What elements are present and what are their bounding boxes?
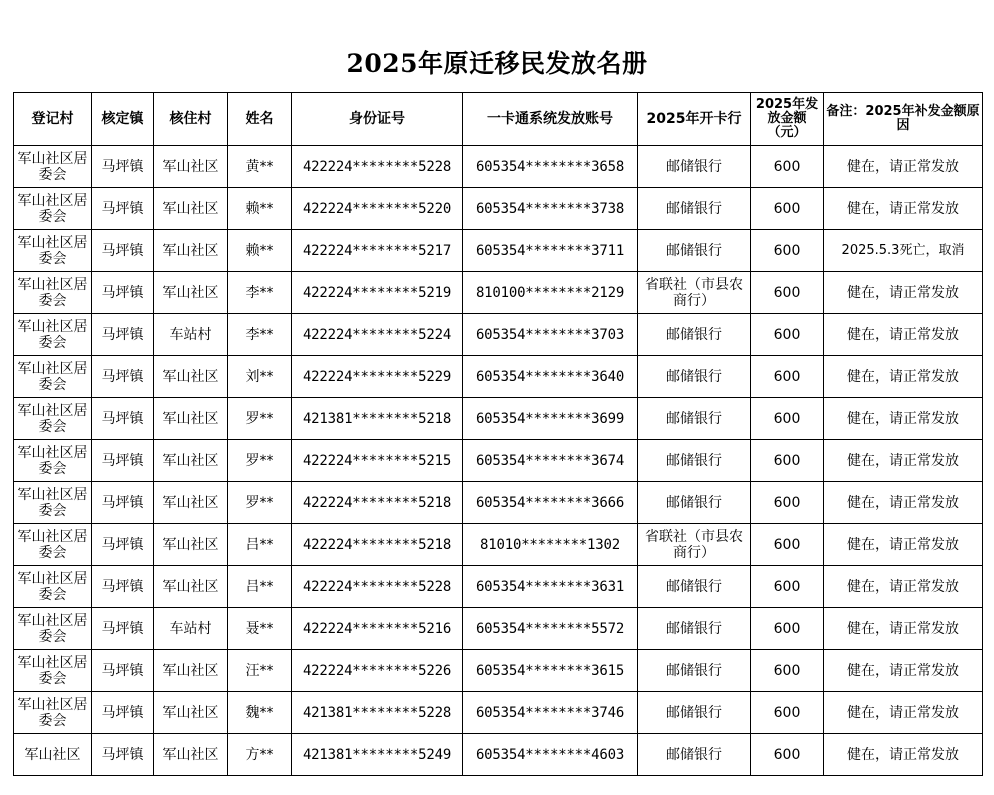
- header-row: [14, 93, 983, 146]
- header-cell: 2025年发放金额（元）: [751, 93, 824, 146]
- table-row: [14, 734, 983, 776]
- residence-cell: 军山社区: [154, 272, 228, 314]
- id-number-cell: 422224********5228: [292, 146, 463, 188]
- bank-cell: 邮储银行: [638, 734, 751, 776]
- village-cell: 军山社区居委会: [14, 272, 92, 314]
- residence-cell: 军山社区: [154, 356, 228, 398]
- amount-cell: 600: [751, 734, 824, 776]
- residence-cell: 车站村: [154, 608, 228, 650]
- name-cell: 赖**: [228, 230, 292, 272]
- document-title: 2025年原迁移民发放名册: [346, 49, 648, 78]
- account-cell: 605354********3738: [463, 188, 638, 230]
- residence-cell: 车站村: [154, 314, 228, 356]
- residence-cell: 军山社区: [154, 650, 228, 692]
- village-cell: 军山社区: [14, 734, 92, 776]
- table-row: [14, 608, 983, 650]
- account-cell: 810100********2129: [463, 272, 638, 314]
- name-cell: 刘**: [228, 356, 292, 398]
- note-cell: 健在，请正常发放: [824, 608, 983, 650]
- account-cell: 605354********3631: [463, 566, 638, 608]
- amount-cell: 600: [751, 566, 824, 608]
- amount-cell: 600: [751, 692, 824, 734]
- town-cell: 马坪镇: [92, 314, 154, 356]
- bank-cell: 邮储银行: [638, 608, 751, 650]
- amount-cell: 600: [751, 188, 824, 230]
- account-cell: 605354********3658: [463, 146, 638, 188]
- town-cell: 马坪镇: [92, 608, 154, 650]
- village-cell: 军山社区居委会: [14, 650, 92, 692]
- note-cell: 健在，请正常发放: [824, 188, 983, 230]
- town-cell: 马坪镇: [92, 692, 154, 734]
- residence-cell: 军山社区: [154, 146, 228, 188]
- header-cell: 核住村: [154, 93, 228, 146]
- village-cell: 军山社区居委会: [14, 230, 92, 272]
- id-number-cell: 421381********5249: [292, 734, 463, 776]
- id-number-cell: 421381********5228: [292, 692, 463, 734]
- village-cell: 军山社区居委会: [14, 608, 92, 650]
- residence-cell: 军山社区: [154, 188, 228, 230]
- name-cell: 赖**: [228, 188, 292, 230]
- table-row: [14, 146, 983, 188]
- table-row: [14, 692, 983, 734]
- bank-cell: 邮储银行: [638, 440, 751, 482]
- amount-cell: 600: [751, 314, 824, 356]
- village-cell: 军山社区居委会: [14, 146, 92, 188]
- town-cell: 马坪镇: [92, 524, 154, 566]
- header-cell: 2025年开卡行: [638, 93, 751, 146]
- village-cell: 军山社区居委会: [14, 524, 92, 566]
- table-row: [14, 440, 983, 482]
- id-number-cell: 422224********5229: [292, 356, 463, 398]
- residence-cell: 军山社区: [154, 524, 228, 566]
- header-cell: 姓名: [228, 93, 292, 146]
- table-row: [14, 482, 983, 524]
- name-cell: 魏**: [228, 692, 292, 734]
- bank-cell: 省联社（市县农商行）: [638, 272, 751, 314]
- roster-body: [14, 146, 983, 776]
- bank-cell: 邮储银行: [638, 566, 751, 608]
- village-cell: 军山社区居委会: [14, 188, 92, 230]
- bank-cell: 邮储银行: [638, 482, 751, 524]
- account-cell: 605354********4603: [463, 734, 638, 776]
- id-number-cell: 422224********5218: [292, 524, 463, 566]
- id-number-cell: 422224********5220: [292, 188, 463, 230]
- town-cell: 马坪镇: [92, 566, 154, 608]
- village-cell: 军山社区居委会: [14, 482, 92, 524]
- account-cell: 605354********3674: [463, 440, 638, 482]
- name-cell: 方**: [228, 734, 292, 776]
- residence-cell: 军山社区: [154, 440, 228, 482]
- name-cell: 罗**: [228, 440, 292, 482]
- residence-cell: 军山社区: [154, 482, 228, 524]
- residence-cell: 军山社区: [154, 398, 228, 440]
- roster-table: [13, 92, 983, 776]
- amount-cell: 600: [751, 272, 824, 314]
- account-cell: 81010********1302: [463, 524, 638, 566]
- note-cell: 健在，请正常发放: [824, 482, 983, 524]
- name-cell: 吕**: [228, 524, 292, 566]
- table-row: [14, 566, 983, 608]
- note-cell: 健在，请正常发放: [824, 566, 983, 608]
- id-number-cell: 422224********5219: [292, 272, 463, 314]
- header-cell: 一卡通系统发放账号: [463, 93, 638, 146]
- amount-cell: 600: [751, 608, 824, 650]
- table-row: [14, 650, 983, 692]
- note-cell: 健在，请正常发放: [824, 524, 983, 566]
- table-row: [14, 314, 983, 356]
- bank-cell: 邮储银行: [638, 230, 751, 272]
- name-cell: 罗**: [228, 398, 292, 440]
- town-cell: 马坪镇: [92, 734, 154, 776]
- amount-cell: 600: [751, 230, 824, 272]
- id-number-cell: 422224********5216: [292, 608, 463, 650]
- account-cell: 605354********3746: [463, 692, 638, 734]
- village-cell: 军山社区居委会: [14, 692, 92, 734]
- name-cell: 李**: [228, 272, 292, 314]
- name-cell: 李**: [228, 314, 292, 356]
- account-cell: 605354********5572: [463, 608, 638, 650]
- note-cell: 健在，请正常发放: [824, 272, 983, 314]
- amount-cell: 600: [751, 356, 824, 398]
- amount-cell: 600: [751, 146, 824, 188]
- id-number-cell: 421381********5218: [292, 398, 463, 440]
- town-cell: 马坪镇: [92, 230, 154, 272]
- town-cell: 马坪镇: [92, 188, 154, 230]
- bank-cell: 邮储银行: [638, 356, 751, 398]
- table-row: [14, 356, 983, 398]
- town-cell: 马坪镇: [92, 482, 154, 524]
- town-cell: 马坪镇: [92, 398, 154, 440]
- bank-cell: 邮储银行: [638, 398, 751, 440]
- table-row: [14, 188, 983, 230]
- residence-cell: 军山社区: [154, 566, 228, 608]
- note-cell: 健在，请正常发放: [824, 650, 983, 692]
- amount-cell: 600: [751, 650, 824, 692]
- note-cell: 健在，请正常发放: [824, 398, 983, 440]
- village-cell: 军山社区居委会: [14, 440, 92, 482]
- header-cell: 核定镇: [92, 93, 154, 146]
- note-cell: 健在，请正常发放: [824, 440, 983, 482]
- bank-cell: 邮储银行: [638, 314, 751, 356]
- town-cell: 马坪镇: [92, 272, 154, 314]
- id-number-cell: 422224********5224: [292, 314, 463, 356]
- account-cell: 605354********3699: [463, 398, 638, 440]
- note-cell: 健在，请正常发放: [824, 734, 983, 776]
- account-cell: 605354********3640: [463, 356, 638, 398]
- village-cell: 军山社区居委会: [14, 398, 92, 440]
- account-cell: 605354********3711: [463, 230, 638, 272]
- header-cell: 备注：2025年补发金额原因: [824, 93, 983, 146]
- table-row: [14, 524, 983, 566]
- note-cell: 健在，请正常发放: [824, 692, 983, 734]
- id-number-cell: 422224********5228: [292, 566, 463, 608]
- account-cell: 605354********3615: [463, 650, 638, 692]
- residence-cell: 军山社区: [154, 692, 228, 734]
- village-cell: 军山社区居委会: [14, 356, 92, 398]
- amount-cell: 600: [751, 524, 824, 566]
- header-cell: 身份证号: [292, 93, 463, 146]
- name-cell: 罗**: [228, 482, 292, 524]
- note-cell: 2025.5.3死亡，取消: [824, 230, 983, 272]
- table-row: [14, 272, 983, 314]
- town-cell: 马坪镇: [92, 356, 154, 398]
- amount-cell: 600: [751, 482, 824, 524]
- note-cell: 健在，请正常发放: [824, 146, 983, 188]
- bank-cell: 邮储银行: [638, 188, 751, 230]
- note-cell: 健在，请正常发放: [824, 314, 983, 356]
- header-cell: 登记村: [14, 93, 92, 146]
- town-cell: 马坪镇: [92, 440, 154, 482]
- account-cell: 605354********3703: [463, 314, 638, 356]
- bank-cell: 省联社（市县农商行）: [638, 524, 751, 566]
- name-cell: 黄**: [228, 146, 292, 188]
- amount-cell: 600: [751, 440, 824, 482]
- amount-cell: 600: [751, 398, 824, 440]
- note-cell: 健在，请正常发放: [824, 356, 983, 398]
- village-cell: 军山社区居委会: [14, 314, 92, 356]
- bank-cell: 邮储银行: [638, 650, 751, 692]
- residence-cell: 军山社区: [154, 230, 228, 272]
- id-number-cell: 422224********5215: [292, 440, 463, 482]
- table-row: [14, 230, 983, 272]
- name-cell: 汪**: [228, 650, 292, 692]
- id-number-cell: 422224********5218: [292, 482, 463, 524]
- town-cell: 马坪镇: [92, 146, 154, 188]
- town-cell: 马坪镇: [92, 650, 154, 692]
- village-cell: 军山社区居委会: [14, 566, 92, 608]
- bank-cell: 邮储银行: [638, 692, 751, 734]
- bank-cell: 邮储银行: [638, 146, 751, 188]
- id-number-cell: 422224********5217: [292, 230, 463, 272]
- table-row: [14, 398, 983, 440]
- residence-cell: 军山社区: [154, 734, 228, 776]
- name-cell: 吕**: [228, 566, 292, 608]
- name-cell: 聂**: [228, 608, 292, 650]
- id-number-cell: 422224********5226: [292, 650, 463, 692]
- account-cell: 605354********3666: [463, 482, 638, 524]
